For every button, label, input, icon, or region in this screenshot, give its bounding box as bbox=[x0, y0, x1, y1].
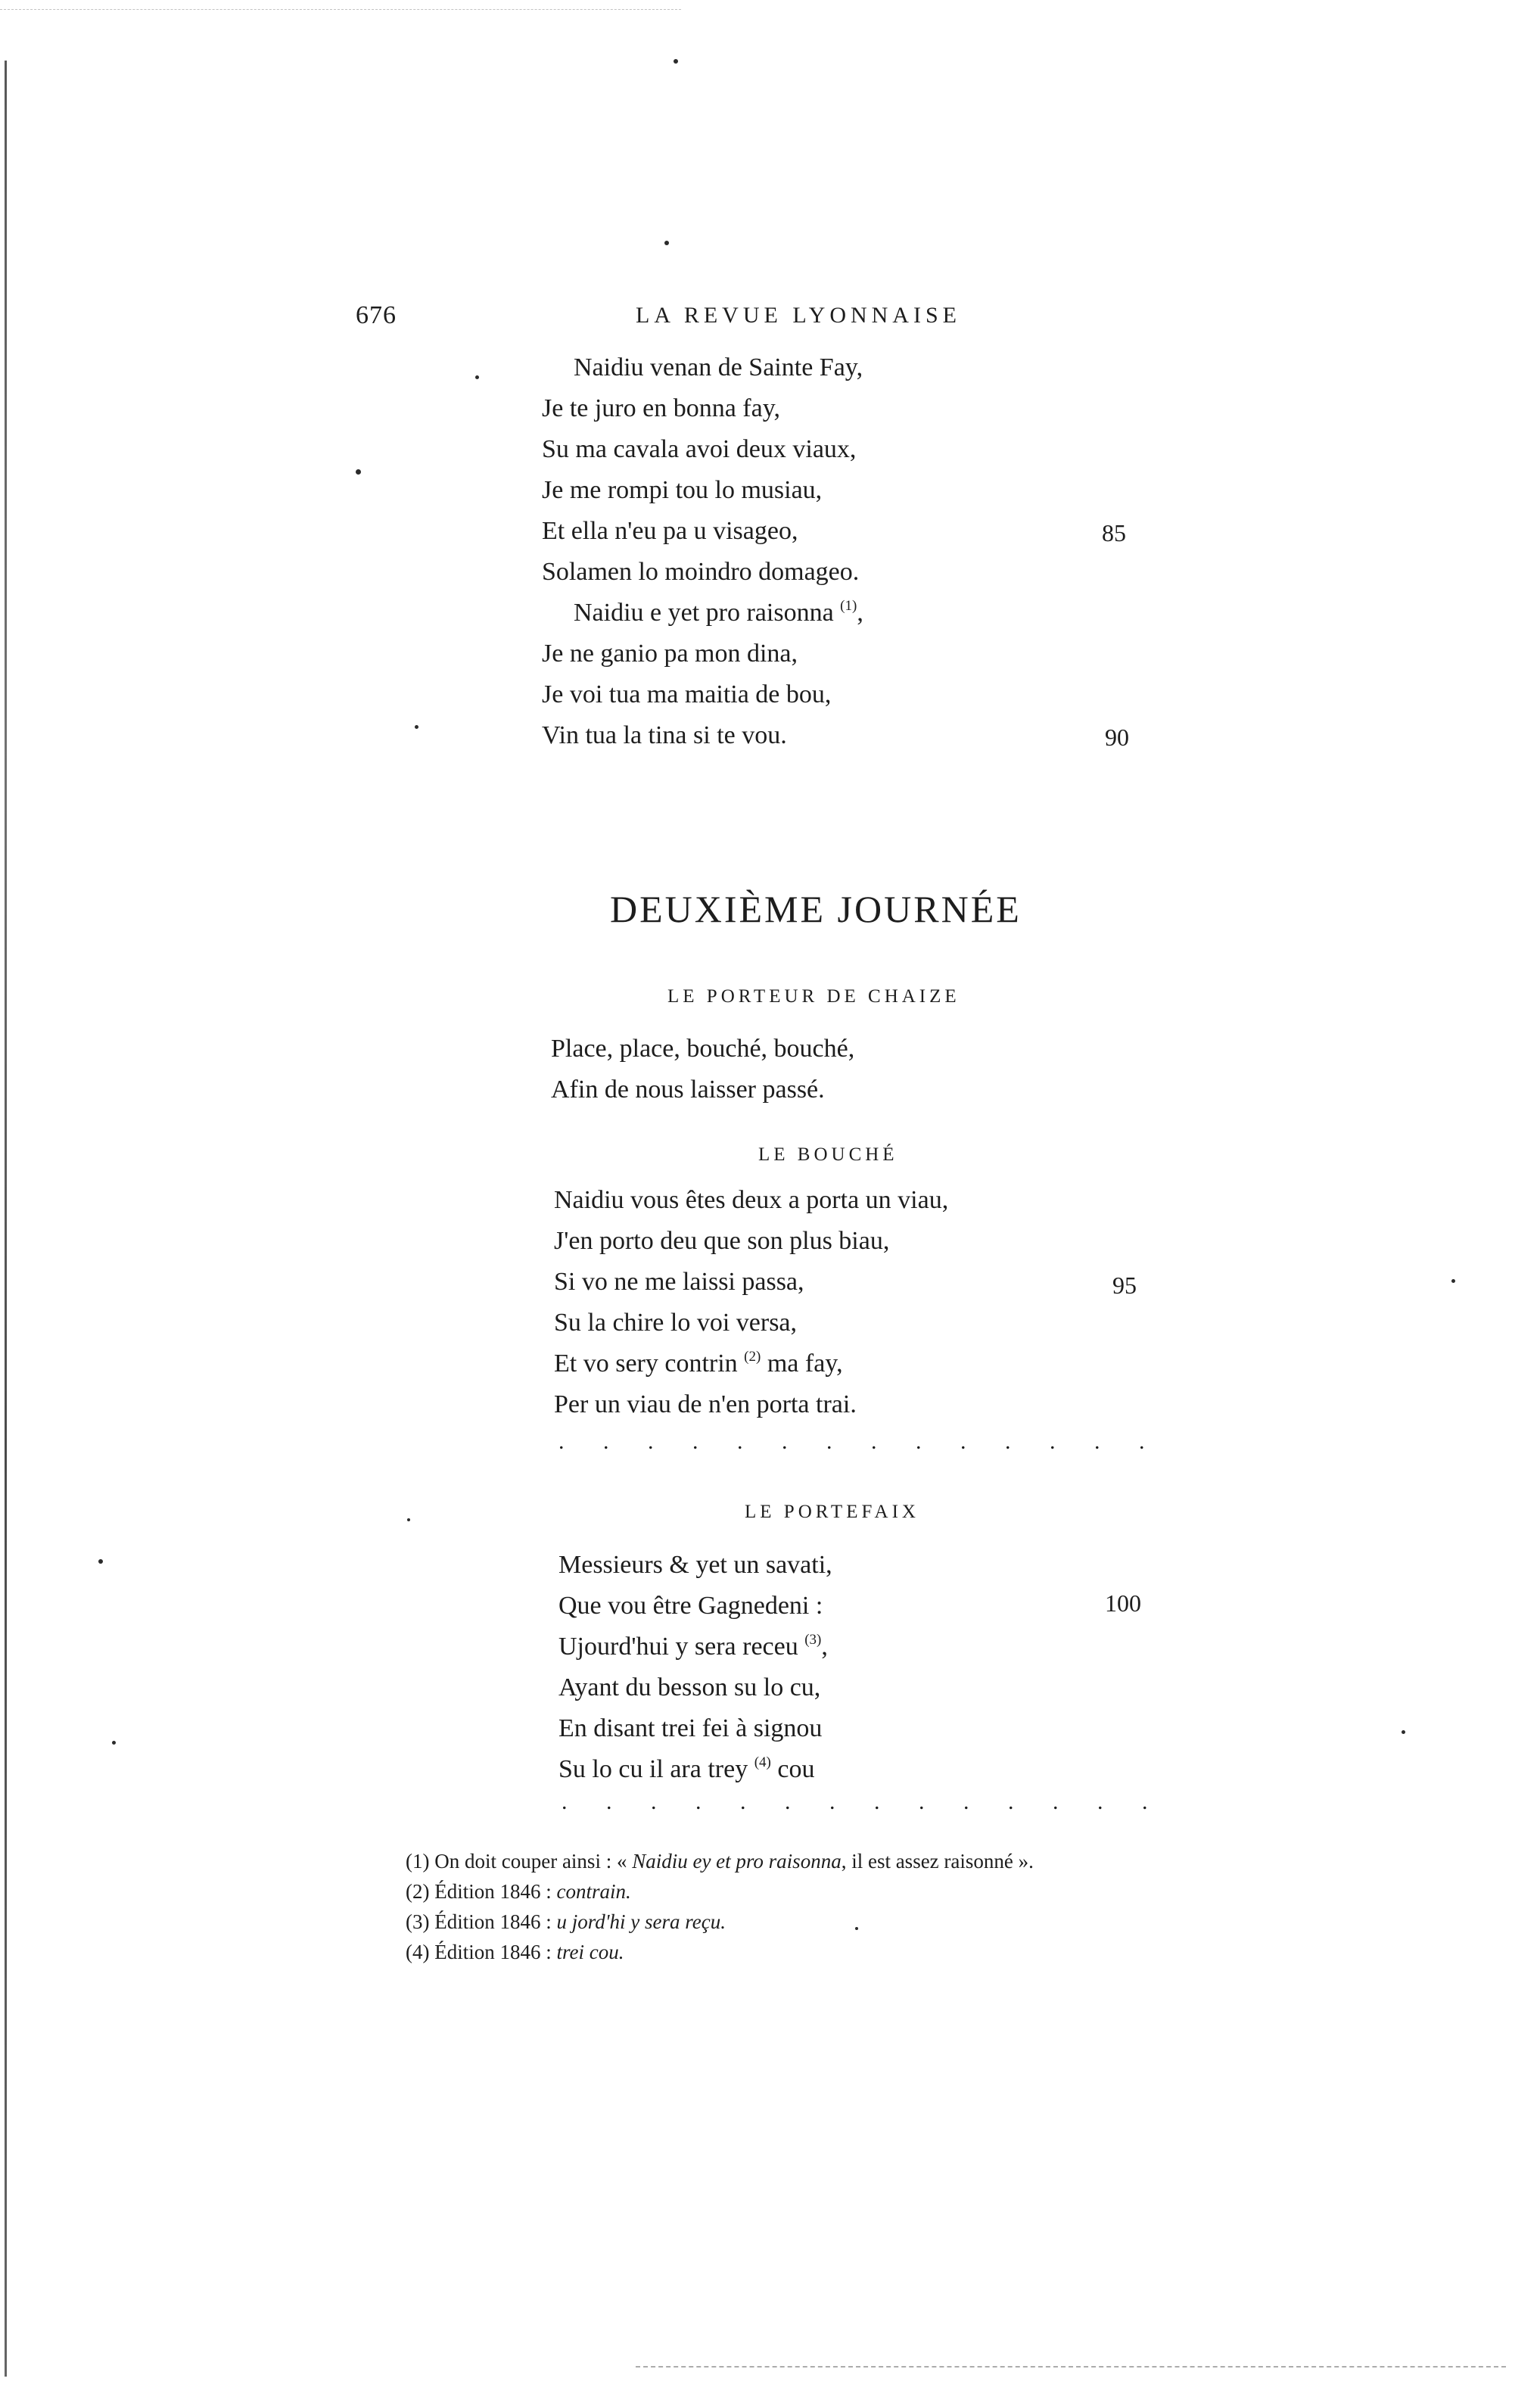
verse-line: Je voi tua ma maitia de bou, bbox=[542, 680, 832, 708]
page-number: 676 bbox=[356, 301, 397, 329]
footnote-tail: , il est assez raisonné ». bbox=[841, 1850, 1034, 1873]
line-number: 95 bbox=[1112, 1272, 1137, 1299]
verse-line: Vin tua la tina si te vou. bbox=[542, 721, 787, 749]
ellipsis-row: . . . . . . . . . . . . . . bbox=[558, 1429, 1162, 1454]
scan-speck bbox=[1402, 1730, 1405, 1734]
scan-speck bbox=[1451, 1279, 1455, 1283]
verse-line: Su ma cavala avoi deux viaux, bbox=[542, 435, 857, 463]
scan-left-edge bbox=[5, 61, 7, 2377]
verse-line: Je ne ganio pa mon dina, bbox=[542, 640, 798, 668]
running-head: LA REVUE LYONNAISE bbox=[636, 303, 961, 328]
footnote-text: Édition 1846 : bbox=[434, 1880, 557, 1903]
footnote-mark: (1) bbox=[406, 1850, 430, 1873]
verse-line: Solamen lo moindro domageo. bbox=[542, 558, 860, 586]
scan-speck bbox=[356, 469, 361, 475]
verse-line: Su la chire lo voi versa, bbox=[554, 1309, 798, 1337]
scan-speck bbox=[664, 241, 669, 245]
footnote-italic: Naidiu ey et pro raisonna bbox=[632, 1850, 842, 1873]
verse-text-tail: , bbox=[821, 1633, 828, 1661]
footnote-ref: (3) bbox=[804, 1632, 822, 1648]
footnote-text: On doit couper ainsi : « bbox=[434, 1850, 633, 1873]
verse-line bbox=[558, 1754, 814, 1785]
footnote-ref: (1) bbox=[840, 598, 857, 614]
verse-line bbox=[558, 1632, 828, 1662]
scan-bottom-edge bbox=[636, 2366, 1506, 2368]
footnote-ref: (4) bbox=[754, 1754, 771, 1770]
verse-line: En disant trei fei à signou bbox=[558, 1714, 823, 1742]
verse-text: Ujourd'hui y sera receu bbox=[558, 1633, 798, 1661]
footnote-mark: (3) bbox=[406, 1910, 430, 1933]
verse-text: Su lo cu il ara trey bbox=[558, 1755, 748, 1783]
footnote-text: Édition 1846 : bbox=[434, 1910, 557, 1933]
verse-line: Naidiu venan de Sainte Fay, bbox=[574, 353, 863, 381]
line-number: 85 bbox=[1102, 519, 1126, 546]
footnote-italic: contrain. bbox=[556, 1880, 631, 1903]
ellipsis-row: . . . . . . . . . . . . . . bbox=[562, 1789, 1165, 1814]
footnote-italic: trei cou. bbox=[556, 1941, 624, 1963]
verse-line: Et ella n'eu pa u visageo, bbox=[542, 517, 798, 545]
verse-text: Naidiu e yet pro raisonna bbox=[574, 599, 834, 627]
verse-line: Afin de nous laisser passé. bbox=[551, 1076, 825, 1104]
footnote-mark: (2) bbox=[406, 1880, 430, 1903]
scan-speck bbox=[98, 1559, 103, 1564]
page-header bbox=[356, 301, 1158, 339]
verse-line bbox=[554, 1349, 843, 1379]
verse-line bbox=[574, 598, 863, 628]
verse-line: Place, place, bouché, bouché, bbox=[551, 1035, 855, 1063]
scan-speck bbox=[855, 1927, 858, 1930]
speaker-label: LE PORTEUR DE CHAIZE bbox=[667, 986, 960, 1007]
verse-line: Je te juro en bonna fay, bbox=[542, 394, 781, 422]
verse-text-tail: cou bbox=[770, 1755, 815, 1783]
verse-text-tail: ma fay, bbox=[761, 1350, 843, 1378]
verse-line: Je me rompi tou lo musiau, bbox=[542, 476, 823, 504]
verse-line: Ayant du besson su lo cu, bbox=[558, 1673, 821, 1701]
section-title: DEUXIÈME JOURNÉE bbox=[610, 888, 1022, 930]
line-number: 90 bbox=[1105, 724, 1129, 751]
scan-speck bbox=[674, 59, 678, 64]
footnote bbox=[406, 1850, 1034, 1873]
scan-speck bbox=[112, 1741, 116, 1745]
scan-speck bbox=[415, 725, 418, 729]
verse-line: Que vou être Gagnedeni : bbox=[558, 1592, 823, 1620]
speaker-label: LE BOUCHÉ bbox=[758, 1144, 898, 1165]
verse-text: Et vo sery contrin bbox=[554, 1350, 738, 1378]
scan-speck bbox=[475, 375, 479, 379]
speaker-label: LE PORTEFAIX bbox=[745, 1502, 919, 1522]
verse-line: Messieurs & yet un savati, bbox=[558, 1551, 832, 1579]
verse-line: J'en porto deu que son plus biau, bbox=[554, 1227, 890, 1255]
footnote bbox=[406, 1941, 624, 1964]
verse-text-tail: , bbox=[857, 599, 863, 627]
footnote bbox=[406, 1910, 726, 1934]
footnote-italic: u jord'hi y sera reçu. bbox=[556, 1910, 726, 1933]
footnote-mark: (4) bbox=[406, 1941, 430, 1963]
footnote-text: Édition 1846 : bbox=[434, 1941, 557, 1963]
footnote bbox=[406, 1880, 631, 1904]
verse-line: Per un viau de n'en porta trai. bbox=[554, 1390, 857, 1418]
verse-line: Si vo ne me laissi passa, bbox=[554, 1268, 804, 1296]
scan-top-edge bbox=[0, 9, 681, 11]
line-number: 100 bbox=[1105, 1589, 1141, 1617]
scan-speck bbox=[407, 1518, 410, 1521]
footnote-ref: (2) bbox=[744, 1349, 761, 1365]
verse-line: Naidiu vous êtes deux a porta un viau, bbox=[554, 1186, 949, 1214]
